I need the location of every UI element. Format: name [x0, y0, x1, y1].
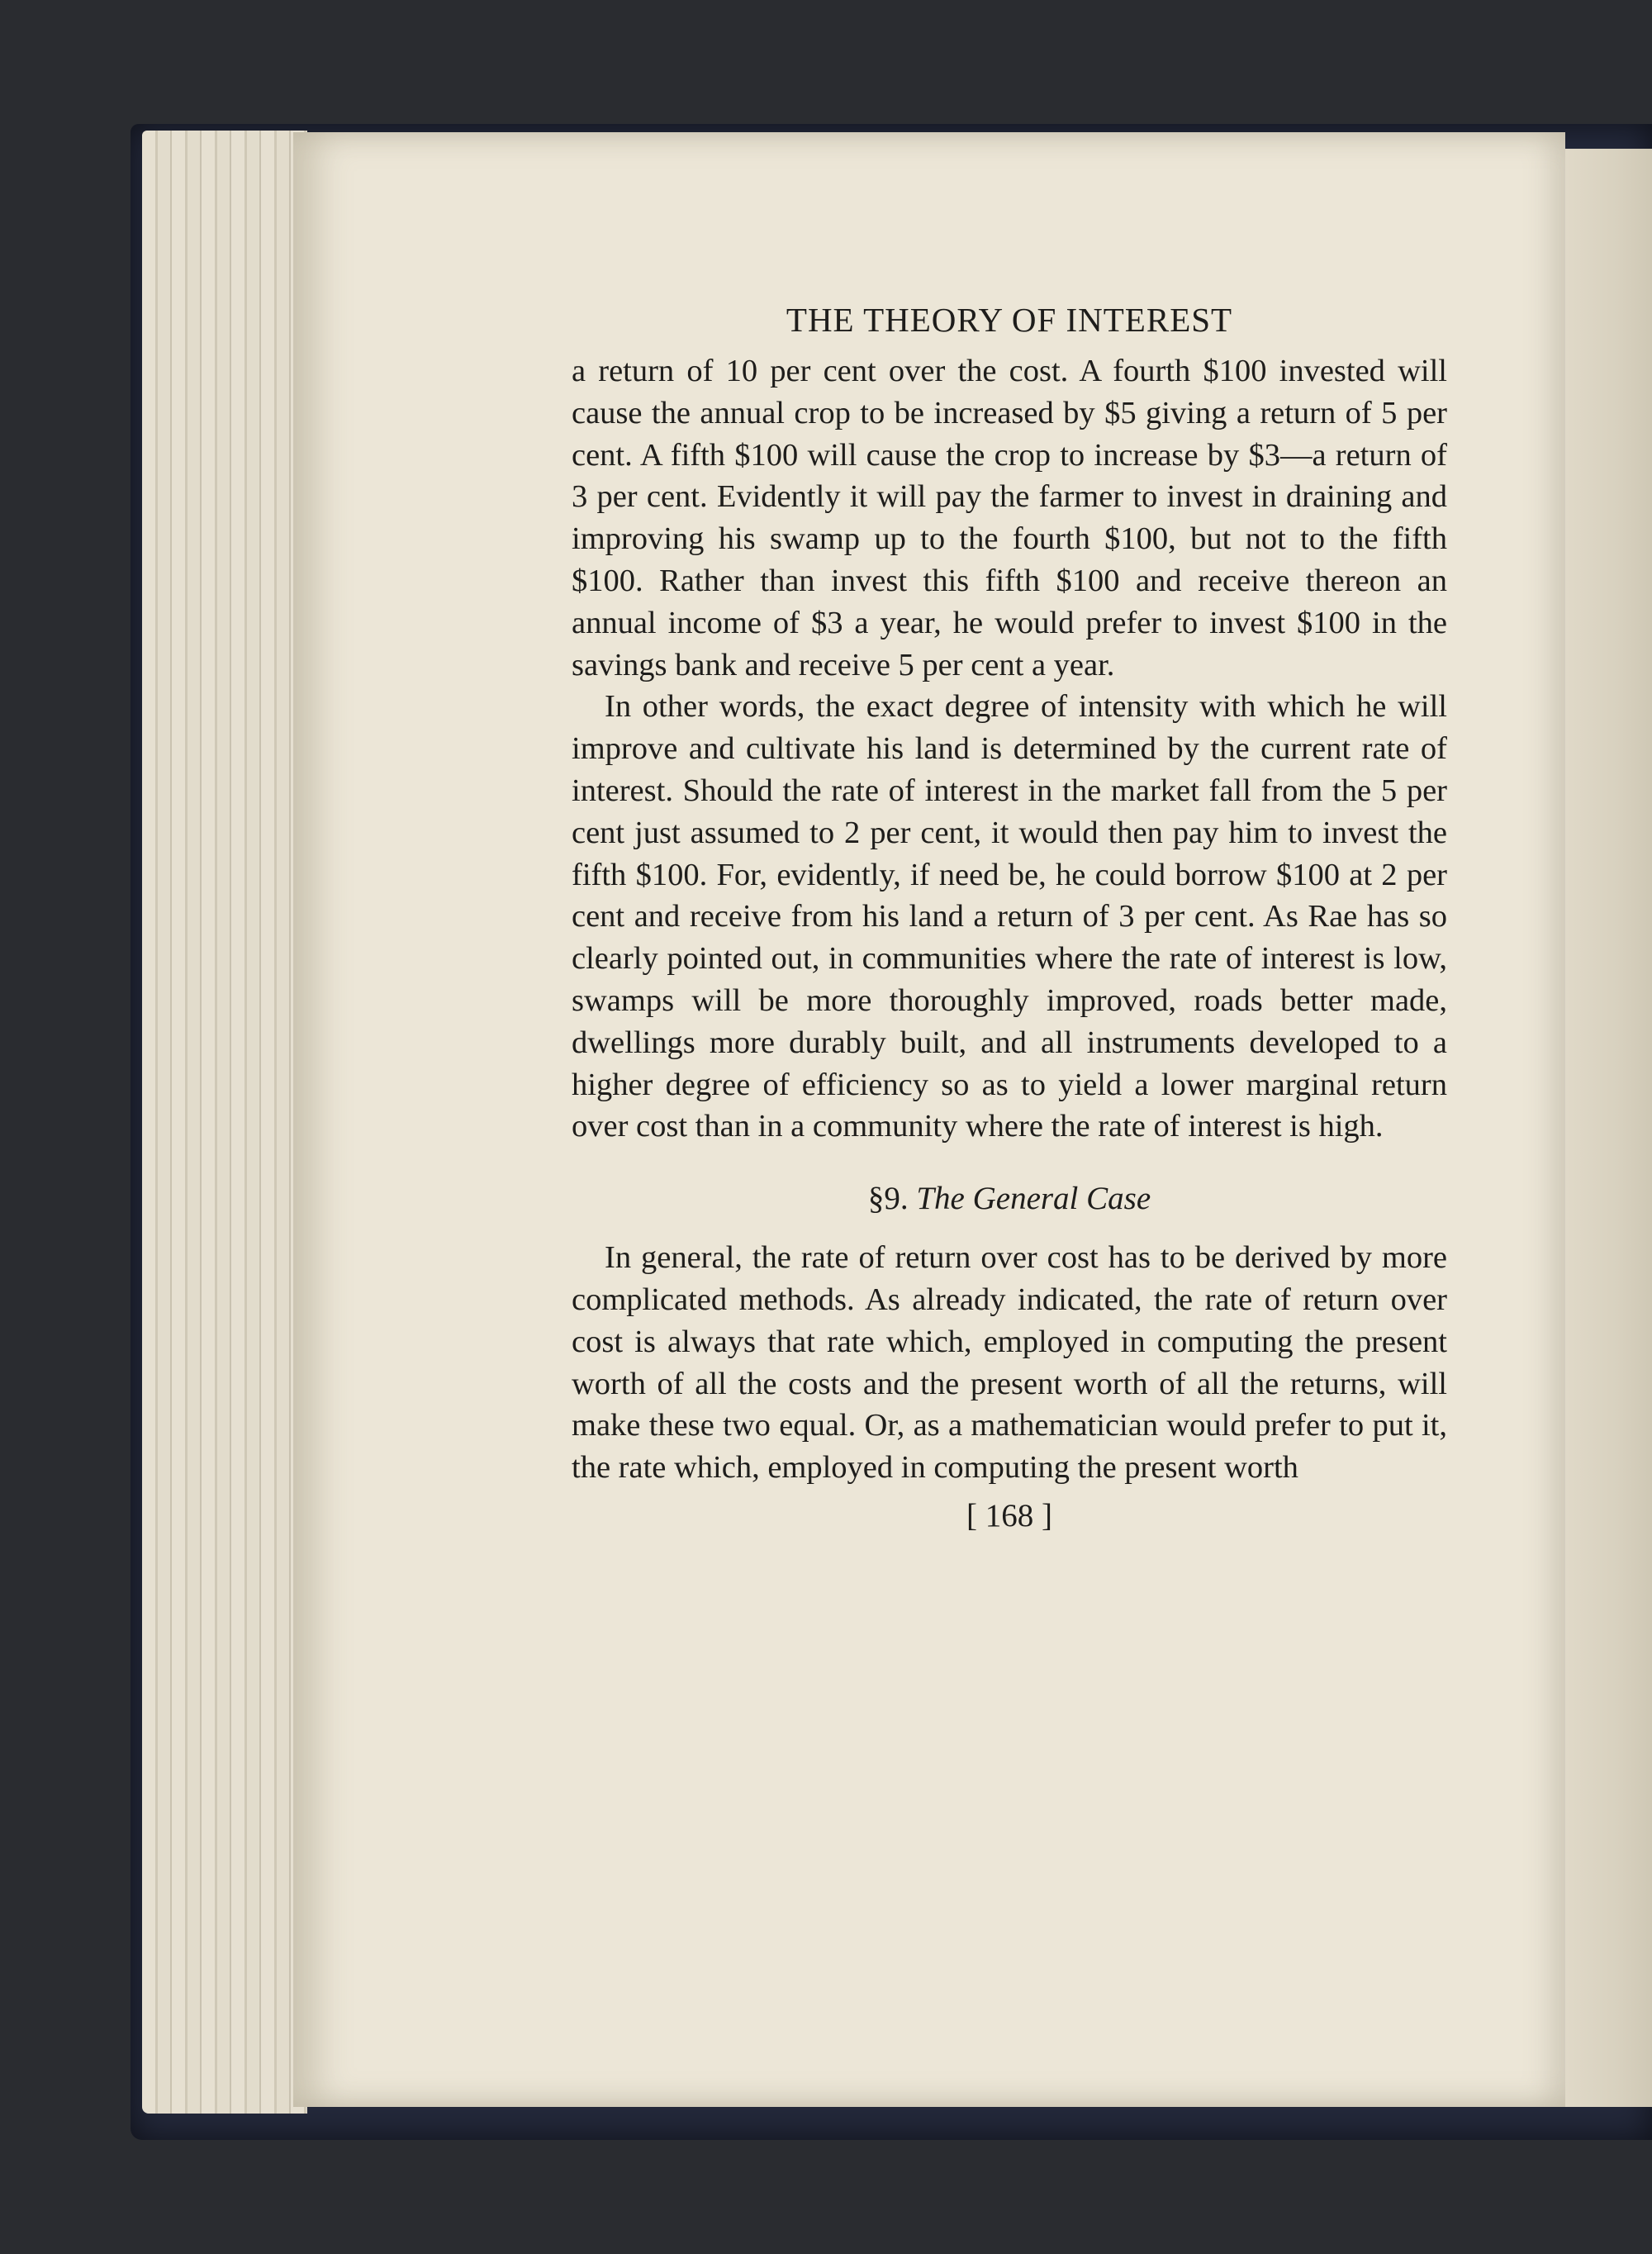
section-heading — [572, 1177, 1447, 1220]
facing-page-edge — [1565, 149, 1652, 2107]
section-title: The General Case — [916, 1181, 1151, 1217]
page-text-block — [572, 296, 1447, 1540]
page-number: [ 168 ] — [966, 1497, 1052, 1534]
running-head: THE THEORY OF INTEREST — [786, 301, 1233, 339]
page-edges — [142, 131, 307, 2114]
paragraph-3: In general, the rate of return over cost has to be derived by more complicated methods. As already indicated, the rate of return over cost is always that rate which, employed in computing the present worth of all the costs and the present worth of all the returns, will make these two equal. Or, as a mathematician would prefer to put it, the rate which, employed in computing the present worth — [572, 1240, 1447, 1486]
section-number: §9. — [867, 1181, 909, 1217]
paragraph-1: a return of 10 per cent over the cost. A fourth $100 invested will cause the annual crop to be increased by $5 giving a return of 5 per cent. A fifth $100 will cause the crop to increase by $3—a return of 3 per cent. Evidently it will pay the farmer to invest in draining and improving his swamp up to the fourth $100, but not to the fifth $100. Rather than invest this fifth $100 and receive thereon an annual income of $3 a year, he would prefer to invest $100 in the savings bank and receive 5 per cent a year. — [572, 354, 1447, 682]
paragraph-2: In other words, the exact degree of intensity with which he will improve and cultivate his land is determined by the current rate of interest. Should the rate of interest in the market fall from the 5 per cent just assumed to 2 per cent, it would then pay him to invest the fifth $100. For, evidently, if need be, he could borrow $100 at 2 per cent and receive from his land a return of 3 per cent. As Rae has so clearly pointed out, in communities where the rate of interest is low, swamps will be more thoroughly improved, roads better made, dwellings more durably built, and all instruments developed to a higher degree of efficiency so as to yield a lower marginal return over cost than in a community where the rate of interest is high. — [572, 689, 1447, 1144]
